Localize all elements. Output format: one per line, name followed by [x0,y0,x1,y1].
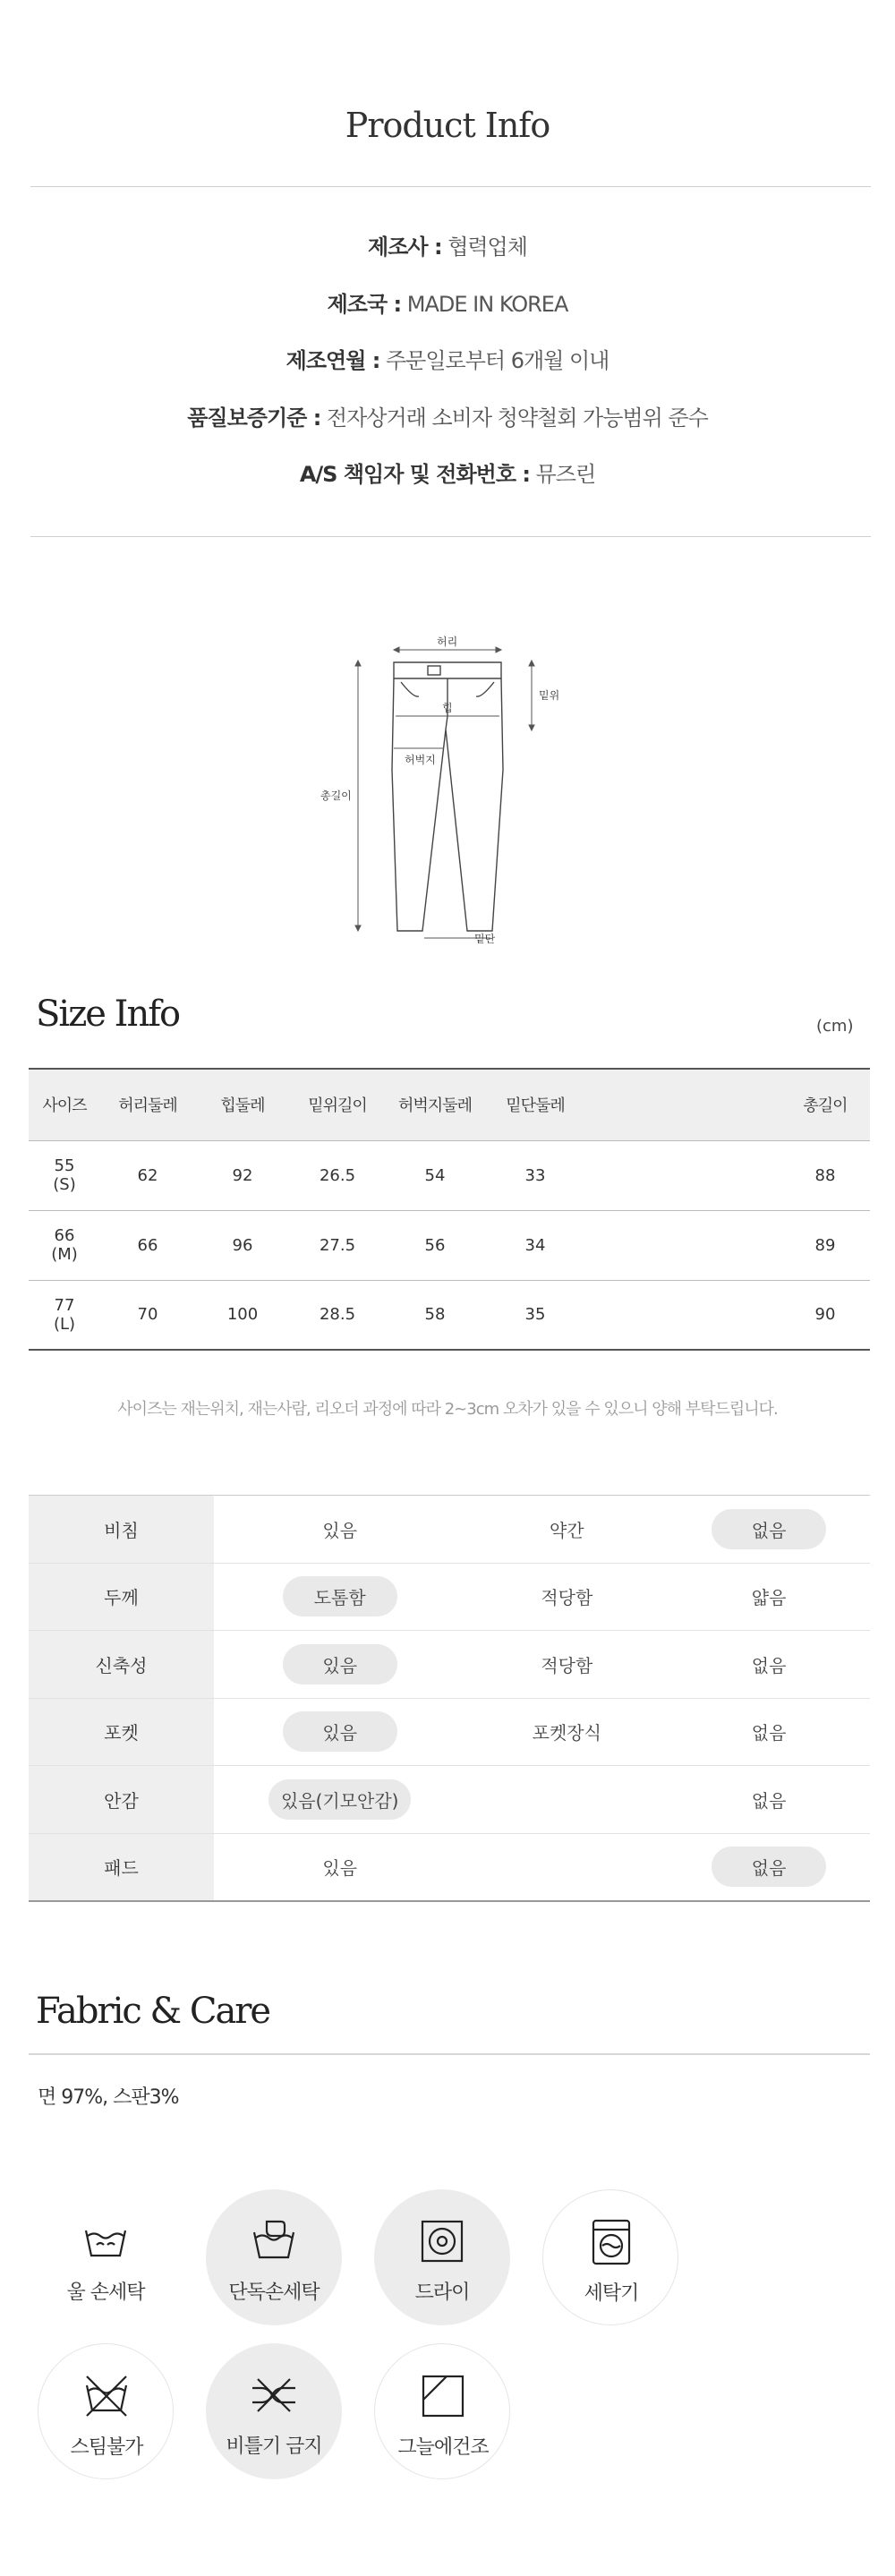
size-cell: 77 (L) [29,1280,100,1350]
size-table [29,1068,870,1351]
table-row [29,1210,870,1280]
info-row-country: 제조국 : MADE IN KOREA [327,291,568,317]
fit-option-cell [214,1766,465,1834]
table-cell: 27.5 [290,1210,385,1280]
label-rise: 밑위 [539,689,560,702]
separate-handwash-icon [251,2218,297,2265]
fit-option [509,1791,624,1805]
table-cell: 70 [100,1280,195,1350]
care-item-shade-dry: 그늘에건조 [374,2343,510,2479]
fabric-care-title: Fabric & Care [36,1991,270,2032]
size-unit: (cm) [816,1017,854,1036]
fit-option-cell [668,1563,870,1631]
fit-option-selected: 있음 [283,1711,397,1752]
fit-option: 없음 [751,1789,787,1812]
table-cell [585,1140,780,1210]
care-item-no-steam: 스팀불가 [38,2343,174,2479]
info-row-manufacturer: 제조사 : 협력업체 [368,235,527,260]
shade-dry-icon [420,2373,466,2419]
fit-option [509,1859,624,1873]
table-cell: 62 [100,1140,195,1210]
size-cell: 55 (S) [29,1140,100,1210]
fabric-composition: 면 97%, 스판3% [38,2086,179,2109]
fit-option: 포켓장식 [532,1722,601,1744]
fit-option-cell [465,1496,668,1564]
label-hem: 밑단 [474,933,496,945]
table-cell: 33 [485,1140,585,1210]
fit-option-cell [214,1698,465,1766]
fit-row [29,1631,870,1699]
fit-row-label: 안감 [29,1766,214,1834]
table-cell: 89 [780,1210,870,1280]
fit-option-cell [214,1631,465,1699]
size-info-title: Size Info [36,994,180,1035]
header-hip: 힙둘레 [195,1069,290,1140]
size-cell: 66 (M) [29,1210,100,1280]
fit-table [29,1495,870,1902]
fit-row [29,1496,870,1564]
fit-row [29,1698,870,1766]
fit-option: 없음 [751,1722,787,1744]
fit-option-cell [214,1496,465,1564]
dry-clean-icon [419,2218,465,2265]
fit-option-cell [214,1563,465,1631]
fit-option-selected: 있음 [283,1644,397,1685]
table-cell: 92 [195,1140,290,1210]
table-cell: 26.5 [290,1140,385,1210]
table-cell: 90 [780,1280,870,1350]
fit-option-selected: 있음(기모안감) [268,1779,412,1820]
header-size: 사이즈 [29,1069,100,1140]
info-row-quality: 품질보증기준 : 전자상거래 소비자 청약철회 가능범위 준수 [187,405,708,431]
table-cell: 34 [485,1210,585,1280]
pants-diagram [320,627,564,949]
care-item-wool-handwash: 울 손세탁 [38,2189,174,2325]
table-cell [585,1280,780,1350]
no-wring-icon [251,2372,297,2418]
header-hem: 밑단둘레 [485,1069,585,1140]
info-row-date: 제조연월 : 주문일로부터 6개월 이내 [286,348,609,373]
header-thigh: 허벅지둘레 [385,1069,485,1140]
label-length: 총길이 [320,789,352,802]
fit-row-label: 신축성 [29,1631,214,1699]
table-cell: 88 [780,1140,870,1210]
fit-option-cell [465,1563,668,1631]
fit-row-label: 비침 [29,1496,214,1564]
product-info-list [0,229,895,514]
fit-option-cell [465,1631,668,1699]
fit-option: 약간 [549,1519,584,1541]
divider [30,186,871,187]
fit-option-cell [668,1698,870,1766]
no-steam-icon [83,2373,130,2419]
fit-option: 적당함 [541,1654,593,1676]
table-cell [585,1210,780,1280]
fit-option-cell [465,1698,668,1766]
fit-option: 없음 [751,1654,787,1676]
fit-row-label: 두께 [29,1563,214,1631]
header-rise: 밑위길이 [290,1069,385,1140]
pants-outline-icon [331,627,564,949]
fit-option-cell [668,1766,870,1834]
fit-option: 있음 [322,1519,358,1541]
size-table-header [29,1069,870,1140]
label-waist: 허리 [437,635,458,648]
table-row [29,1140,870,1210]
table-cell: 56 [385,1210,485,1280]
fit-option-cell [214,1833,465,1901]
care-item-separate-handwash: 단독손세탁 [206,2189,342,2325]
header-length: 총길이 [780,1069,870,1140]
divider [30,536,871,537]
table-cell: 66 [100,1210,195,1280]
fit-option: 있음 [322,1857,358,1879]
table-cell: 28.5 [290,1280,385,1350]
table-cell: 96 [195,1210,290,1280]
divider [29,2053,870,2055]
washing-machine-icon [588,2219,635,2265]
label-thigh: 허벅지 [405,754,436,766]
info-row-as: A/S 책임자 및 전화번호 : 뮤즈린 [299,462,596,487]
fit-row-label: 포켓 [29,1698,214,1766]
fit-row [29,1563,870,1631]
table-cell: 100 [195,1280,290,1350]
table-cell: 54 [385,1140,485,1210]
table-cell: 35 [485,1280,585,1350]
table-cell: 58 [385,1280,485,1350]
table-row [29,1280,870,1350]
care-item-washing-machine: 세탁기 [542,2189,678,2325]
care-item-no-wring: 비틀기 금지 [206,2343,342,2479]
fit-row-label: 패드 [29,1833,214,1901]
header-waist: 허리둘레 [100,1069,195,1140]
header-empty [585,1069,780,1140]
fit-option-cell [668,1631,870,1699]
fit-option-selected: 없음 [712,1847,826,1887]
fit-option-selected: 도톰함 [283,1576,397,1616]
wool-handwash-icon [82,2218,129,2265]
fit-option: 얇음 [751,1587,787,1609]
size-note: 사이즈는 재는위치, 재는사람, 리오더 과정에 따라 2~3cm 오차가 있을 수 있으니 양해 부탁드립니다. [117,1400,778,1419]
fit-option-cell [465,1833,668,1901]
product-info-title: Product Info [345,106,550,145]
fit-option-cell [465,1766,668,1834]
fit-row [29,1766,870,1834]
fit-row [29,1833,870,1901]
fit-option-cell [668,1833,870,1901]
fit-option-cell [668,1496,870,1564]
fit-option: 적당함 [541,1587,593,1609]
care-item-dry-clean: 드라이 [374,2189,510,2325]
fit-option-selected: 없음 [712,1509,826,1549]
label-hip: 힙 [442,702,453,714]
